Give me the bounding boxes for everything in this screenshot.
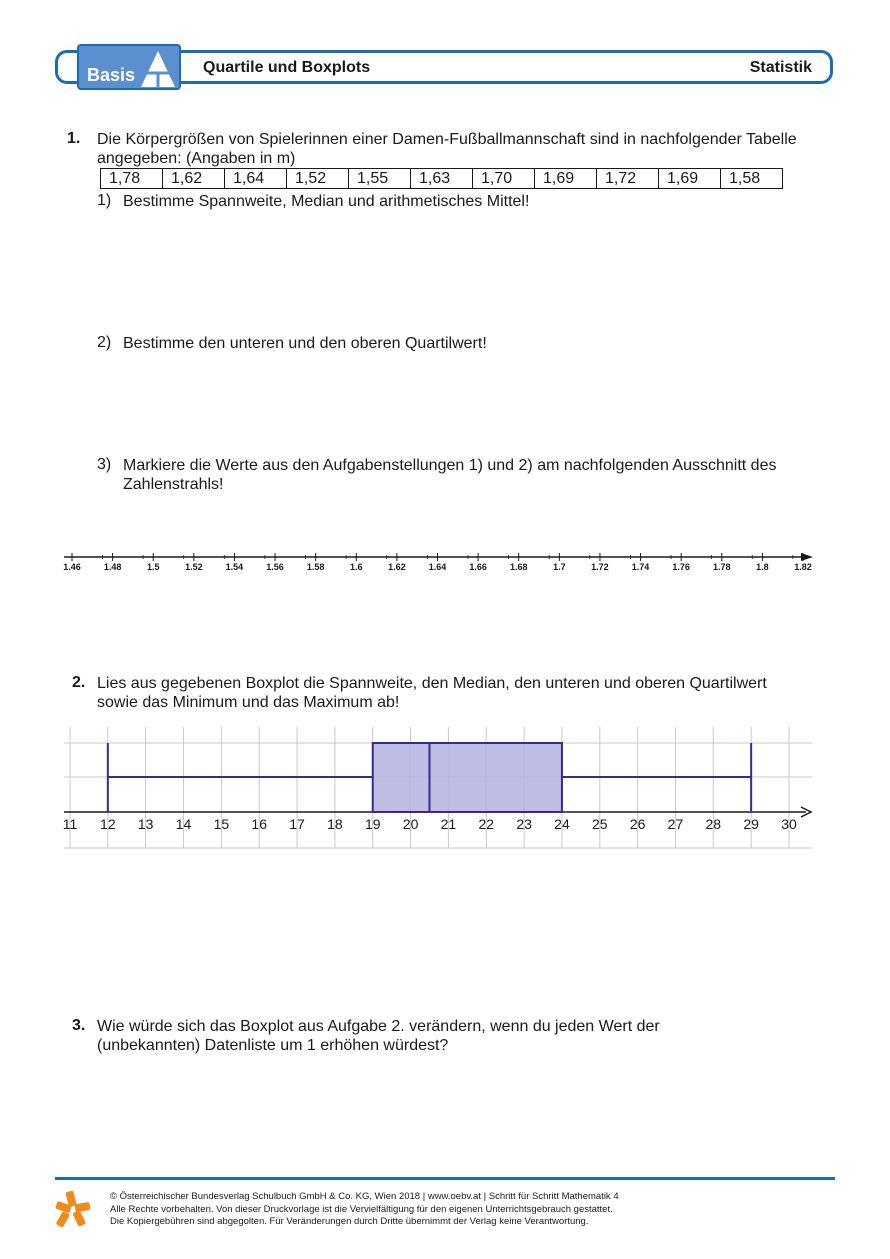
- subtask3-number: 3): [97, 456, 112, 473]
- table-cell: 1,69: [535, 169, 597, 189]
- number-line-tick-label: 1.8: [756, 562, 769, 572]
- number-line-tick-label: 1.7: [553, 562, 566, 572]
- subtask1-text: Bestimme Spannweite, Median und arithmetisches Mittel!: [123, 193, 530, 210]
- page-title: Quartile und Boxplots: [203, 59, 371, 76]
- boxplot-tick-label: 14: [175, 816, 192, 832]
- boxplot-tick-label: 12: [100, 816, 116, 832]
- task3-text-main: Wie würde sich das Boxplot aus Aufgabe 2. verändern, wenn du jeden Wert der (unbekannten) Datenliste um 1 erhöhen würdest?: [97, 1018, 660, 1054]
- task3-number: 3.: [72, 1017, 86, 1034]
- subject-label: Statistik: [749, 59, 812, 76]
- number-line-tick-label: 1.76: [672, 562, 690, 572]
- number-line-tick-label: 1.46: [63, 562, 81, 572]
- number-line: [0, 540, 890, 580]
- subtask1-number: 1): [97, 192, 112, 209]
- table-cell: 1,62: [163, 169, 225, 189]
- number-line-tick-label: 1.48: [103, 562, 122, 572]
- heights-table: [100, 168, 783, 189]
- basis-badge: [77, 44, 181, 90]
- footer-divider: [55, 1177, 835, 1180]
- subtask2-text: Bestimme den unteren und den oberen Quartilwert!: [123, 335, 487, 352]
- footer-line-3: Die Kopiergebühren sind abgegolten. Für Veränderungen durch Dritte übernimmt der Verlag keine Verantwortung.: [110, 1216, 589, 1227]
- table-cell: 1,64: [225, 169, 287, 189]
- boxplot-tick-label: 21: [440, 816, 457, 832]
- boxplot-tick-label: 17: [289, 816, 305, 832]
- number-line-tick-label: 1.68: [509, 562, 528, 572]
- table-cell: 1,55: [349, 169, 411, 189]
- boxplot-tick-label: 30: [781, 816, 797, 832]
- table-cell: 1,63: [411, 169, 473, 189]
- boxplot-tick-label: 18: [327, 816, 343, 832]
- number-line-tick-label: 1.64: [428, 562, 447, 572]
- number-line-tick-label: 1.62: [388, 562, 406, 572]
- table-cell: 1,52: [287, 169, 349, 189]
- task2-text: Lies aus gegebenen Boxplot die Spannweite, den Median, den unteren und oberen Quartilwert sowie das Minimum und das Maximum ab!: [97, 675, 767, 711]
- task1-number: 1.: [67, 130, 81, 147]
- table-cell: 1,58: [721, 169, 783, 189]
- boxplot-tick-label: 11: [62, 816, 78, 832]
- footer-line-2: Alle Rechte vorbehalten. Von dieser Druckvorlage ist die Vervielfältigung für den eigenen Unterrichtsgebrauch gestattet.: [110, 1203, 613, 1215]
- number-line-tick-label: 1.58: [306, 562, 325, 572]
- number-line-tick-label: 1.56: [266, 562, 284, 572]
- boxplot-box: [373, 743, 562, 812]
- number-line-tick-label: 1.5: [146, 562, 160, 572]
- table-cell: 1,78: [101, 169, 163, 189]
- number-line-tick-label: 1.72: [591, 562, 609, 572]
- number-line-tick-label: 1.6: [350, 562, 363, 572]
- publisher-logo-icon: [55, 1190, 91, 1228]
- boxplot-tick-label: 29: [743, 816, 759, 832]
- number-line-tick-label: 1.82: [794, 562, 812, 572]
- subtask2-number: 2): [97, 334, 112, 351]
- table-cell: 1,69: [659, 169, 721, 189]
- task2-number: 2.: [72, 674, 86, 691]
- number-line-tick-label: 1.78: [713, 562, 731, 572]
- boxplot-tick-label: 23: [516, 816, 532, 832]
- boxplot-tick-label: 22: [478, 816, 495, 832]
- boxplot-tick-label: 27: [667, 816, 684, 832]
- boxplot-tick-label: 20: [402, 816, 419, 832]
- boxplot-tick-label: 16: [251, 816, 267, 832]
- number-line-tick-label: 1.52: [185, 562, 203, 572]
- boxplot-tick-label: 19: [364, 816, 381, 832]
- task1-text: Die Körpergrößen von Spielerinnen einer Damen-Fußballmannschaft sind in nachfolgender Tabelle angegeben: (Angaben in m): [97, 131, 797, 167]
- footer-line-1: © Österreichischer Bundesverlag Schulbuch GmbH & Co. KG, Wien 2018 | www.oebv.at | Schritt für Schritt Mathematik 4: [110, 1191, 619, 1202]
- boxplot-tick-label: 15: [213, 816, 230, 832]
- boxplot-tick-label: 26: [629, 816, 646, 832]
- task3-text: [97, 1017, 737, 1055]
- number-line-tick-label: 1.74: [631, 562, 650, 572]
- boxplot-tick-label: 24: [554, 816, 570, 832]
- footer-copyright: [110, 1191, 619, 1229]
- number-line-tick-label: 1.54: [225, 562, 244, 572]
- triangle-level-icon: [139, 49, 177, 89]
- boxplot-chart: [0, 725, 890, 855]
- number-line-tick-label: 1.66: [469, 562, 487, 572]
- table-cell: 1,70: [473, 169, 535, 189]
- table-cell: 1,72: [597, 169, 659, 189]
- subtask3-text: Markiere die Werte aus den Aufgabenstellungen 1) und 2) am nachfolgenden Ausschnitt des Zahlenstrahls!: [123, 457, 777, 493]
- boxplot-tick-label: 13: [137, 816, 154, 832]
- boxplot-tick-label: 25: [592, 816, 608, 832]
- basis-label: Basis: [87, 65, 136, 85]
- boxplot-tick-label: 28: [705, 816, 722, 832]
